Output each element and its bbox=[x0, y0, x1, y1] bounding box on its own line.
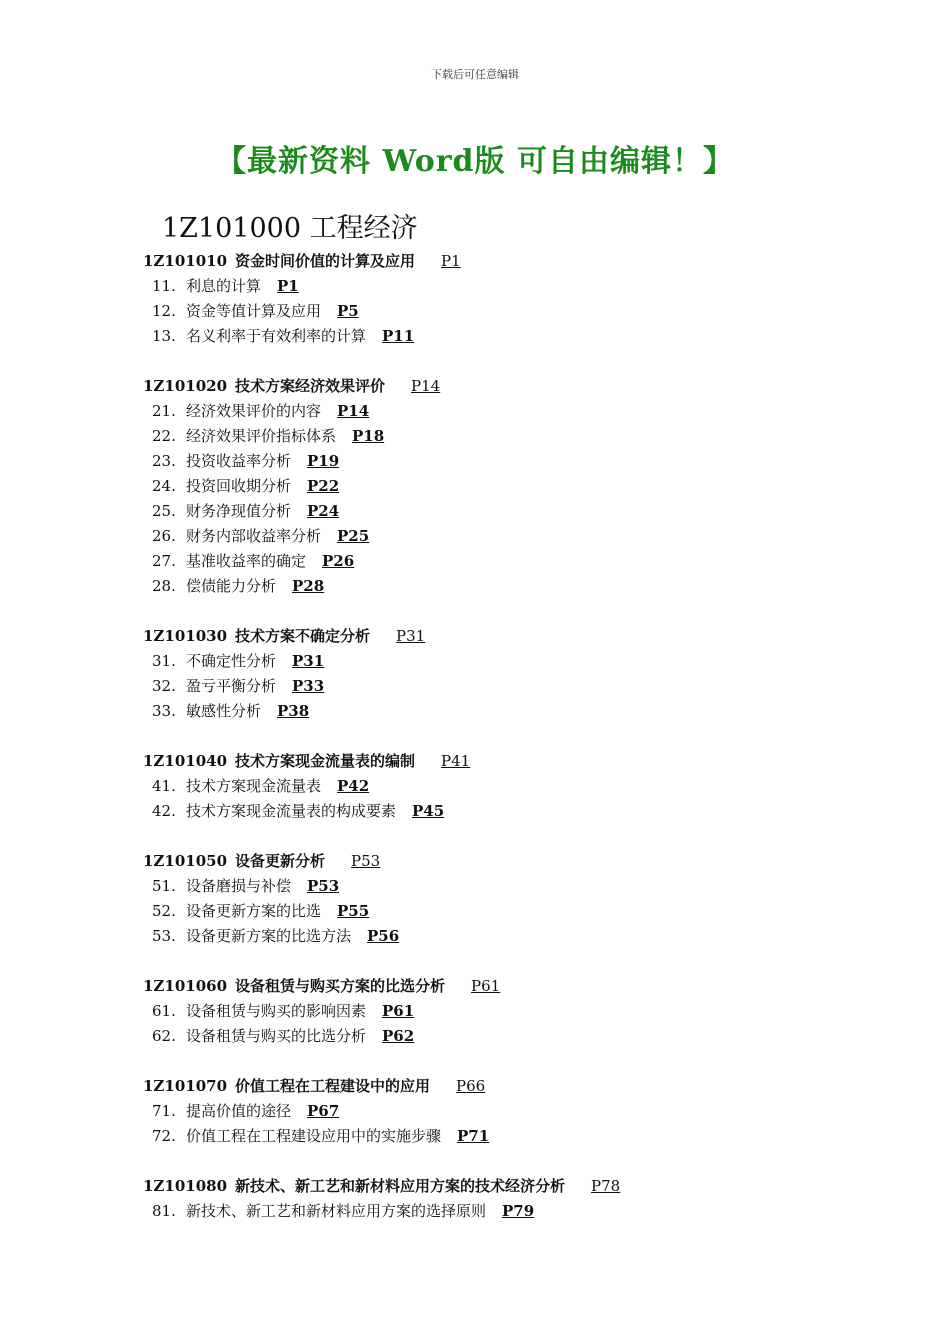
item-page-link[interactable]: P79 bbox=[502, 1202, 535, 1220]
section-page-link[interactable]: P66 bbox=[456, 1077, 486, 1095]
item-title: 价值工程在工程建设应用中的实施步骤 bbox=[186, 1127, 442, 1145]
item-page-link[interactable]: P61 bbox=[382, 1002, 415, 1020]
toc-section bbox=[143, 849, 863, 949]
toc-item bbox=[143, 674, 863, 699]
item-number: 81. bbox=[152, 1202, 176, 1220]
item-title: 基准收益率的确定 bbox=[186, 552, 307, 570]
item-page-link[interactable]: P18 bbox=[352, 427, 385, 445]
item-page-link[interactable]: P45 bbox=[412, 802, 445, 820]
item-page-link[interactable]: P14 bbox=[337, 402, 370, 420]
item-page-link[interactable]: P25 bbox=[337, 527, 370, 545]
section-title: 技术方案不确定分析 bbox=[235, 627, 371, 645]
toc-item bbox=[143, 1099, 863, 1124]
toc-item bbox=[143, 574, 863, 599]
item-title: 提高价值的途径 bbox=[186, 1102, 292, 1120]
item-number: 61. bbox=[152, 1002, 176, 1020]
item-title: 财务净现值分析 bbox=[186, 502, 292, 520]
section-page-link[interactable]: P1 bbox=[441, 252, 461, 270]
toc-item bbox=[143, 799, 863, 824]
toc-item bbox=[143, 874, 863, 899]
toc-section bbox=[143, 374, 863, 599]
item-number: 21. bbox=[152, 402, 176, 420]
section-title: 设备租赁与购买方案的比选分析 bbox=[235, 977, 446, 995]
item-title: 设备更新方案的比选方法 bbox=[186, 927, 352, 945]
item-number: 23. bbox=[152, 452, 176, 470]
item-page-link[interactable]: P1 bbox=[277, 277, 299, 295]
item-number: 26. bbox=[152, 527, 176, 545]
toc-item bbox=[143, 499, 863, 524]
section-page-link[interactable]: P61 bbox=[471, 977, 501, 995]
item-title: 名义利率于有效利率的计算 bbox=[186, 327, 367, 345]
item-title: 设备更新方案的比选 bbox=[186, 902, 322, 920]
item-title: 敏感性分析 bbox=[186, 702, 262, 720]
toc-section bbox=[143, 249, 863, 349]
toc-section bbox=[143, 1174, 863, 1224]
toc-item bbox=[143, 549, 863, 574]
item-number: 13. bbox=[152, 327, 176, 345]
item-page-link[interactable]: P22 bbox=[307, 477, 340, 495]
toc-item bbox=[143, 649, 863, 674]
item-title: 资金等值计算及应用 bbox=[186, 302, 322, 320]
item-title: 设备租赁与购买的比选分析 bbox=[186, 1027, 367, 1045]
section-title: 技术方案经济效果评价 bbox=[235, 377, 386, 395]
item-page-link[interactable]: P55 bbox=[337, 902, 370, 920]
section-page-link[interactable]: P31 bbox=[396, 627, 426, 645]
section-title: 资金时间价值的计算及应用 bbox=[235, 252, 416, 270]
item-page-link[interactable]: P11 bbox=[382, 327, 415, 345]
item-number: 41. bbox=[152, 777, 176, 795]
item-page-link[interactable]: P26 bbox=[322, 552, 355, 570]
section-title: 价值工程在工程建设中的应用 bbox=[235, 1077, 431, 1095]
section-heading bbox=[143, 1174, 863, 1199]
toc-section bbox=[143, 749, 863, 824]
toc-item bbox=[143, 899, 863, 924]
section-code: 1Z101010 bbox=[143, 252, 228, 270]
section-code: 1Z101060 bbox=[143, 977, 228, 995]
item-title: 投资回收期分析 bbox=[186, 477, 292, 495]
item-page-link[interactable]: P5 bbox=[337, 302, 359, 320]
toc-item bbox=[143, 324, 863, 349]
toc-item bbox=[143, 399, 863, 424]
item-page-link[interactable]: P38 bbox=[277, 702, 310, 720]
section-heading bbox=[143, 624, 863, 649]
item-page-link[interactable]: P19 bbox=[307, 452, 340, 470]
section-page-link[interactable]: P14 bbox=[411, 377, 441, 395]
item-number: 62. bbox=[152, 1027, 176, 1045]
item-number: 12. bbox=[152, 302, 176, 320]
item-page-link[interactable]: P67 bbox=[307, 1102, 340, 1120]
item-title: 财务内部收益率分析 bbox=[186, 527, 322, 545]
toc-item bbox=[143, 999, 863, 1024]
item-page-link[interactable]: P28 bbox=[292, 577, 325, 595]
toc-item bbox=[143, 424, 863, 449]
item-title: 技术方案现金流量表 bbox=[186, 777, 322, 795]
toc-item bbox=[143, 524, 863, 549]
item-page-link[interactable]: P31 bbox=[292, 652, 325, 670]
item-page-link[interactable]: P53 bbox=[307, 877, 340, 895]
section-heading bbox=[143, 249, 863, 274]
item-number: 28. bbox=[152, 577, 176, 595]
section-page-link[interactable]: P53 bbox=[351, 852, 381, 870]
section-heading bbox=[143, 849, 863, 874]
toc-item bbox=[143, 449, 863, 474]
item-title: 投资收益率分析 bbox=[186, 452, 292, 470]
section-code: 1Z101020 bbox=[143, 377, 228, 395]
section-title: 新技术、新工艺和新材料应用方案的技术经济分析 bbox=[235, 1177, 566, 1195]
item-page-link[interactable]: P33 bbox=[292, 677, 325, 695]
item-number: 31. bbox=[152, 652, 176, 670]
item-number: 25. bbox=[152, 502, 176, 520]
item-page-link[interactable]: P62 bbox=[382, 1027, 415, 1045]
header-note: 下载后可任意编辑 bbox=[431, 68, 519, 81]
item-page-link[interactable]: P42 bbox=[337, 777, 370, 795]
section-page-link[interactable]: P41 bbox=[441, 752, 471, 770]
section-heading bbox=[143, 1074, 863, 1099]
section-heading bbox=[143, 974, 863, 999]
section-code: 1Z101080 bbox=[143, 1177, 228, 1195]
toc-section bbox=[143, 1074, 863, 1149]
item-page-link[interactable]: P24 bbox=[307, 502, 340, 520]
item-title: 设备磨损与补偿 bbox=[186, 877, 292, 895]
item-title: 偿债能力分析 bbox=[186, 577, 277, 595]
section-heading bbox=[143, 374, 863, 399]
toc-item bbox=[143, 299, 863, 324]
toc-section bbox=[143, 624, 863, 724]
item-number: 42. bbox=[152, 802, 176, 820]
item-title: 新技术、新工艺和新材料应用方案的选择原则 bbox=[186, 1202, 487, 1220]
item-number: 27. bbox=[152, 552, 176, 570]
table-of-contents bbox=[143, 249, 863, 1249]
section-code: 1Z101050 bbox=[143, 852, 228, 870]
item-number: 11. bbox=[152, 277, 176, 295]
toc-item bbox=[143, 1199, 863, 1224]
section-code: 1Z101030 bbox=[143, 627, 228, 645]
item-page-link[interactable]: P56 bbox=[367, 927, 400, 945]
item-page-link[interactable]: P71 bbox=[457, 1127, 490, 1145]
item-number: 71. bbox=[152, 1102, 176, 1120]
item-number: 53. bbox=[152, 927, 176, 945]
toc-item bbox=[143, 1124, 863, 1149]
promo-banner: 【最新资料 Word版 可自由编辑！】 bbox=[216, 144, 734, 179]
toc-item bbox=[143, 274, 863, 299]
item-title: 经济效果评价的内容 bbox=[186, 402, 322, 420]
item-number: 52. bbox=[152, 902, 176, 920]
item-title: 设备租赁与购买的影响因素 bbox=[186, 1002, 367, 1020]
toc-item bbox=[143, 699, 863, 724]
item-title: 技术方案现金流量表的构成要素 bbox=[186, 802, 397, 820]
toc-item bbox=[143, 474, 863, 499]
toc-item bbox=[143, 1024, 863, 1049]
section-title: 技术方案现金流量表的编制 bbox=[235, 752, 416, 770]
toc-item bbox=[143, 774, 863, 799]
section-code: 1Z101070 bbox=[143, 1077, 228, 1095]
section-heading bbox=[143, 749, 863, 774]
item-title: 经济效果评价指标体系 bbox=[186, 427, 337, 445]
document-title: 1Z101000 工程经济 bbox=[162, 213, 418, 244]
item-number: 33. bbox=[152, 702, 176, 720]
toc-section bbox=[143, 974, 863, 1049]
item-number: 72. bbox=[152, 1127, 176, 1145]
item-number: 32. bbox=[152, 677, 176, 695]
item-title: 利息的计算 bbox=[186, 277, 262, 295]
item-number: 22. bbox=[152, 427, 176, 445]
item-number: 24. bbox=[152, 477, 176, 495]
section-page-link[interactable]: P78 bbox=[591, 1177, 621, 1195]
item-title: 不确定性分析 bbox=[186, 652, 277, 670]
toc-item bbox=[143, 924, 863, 949]
section-title: 设备更新分析 bbox=[235, 852, 326, 870]
item-title: 盈亏平衡分析 bbox=[186, 677, 277, 695]
item-number: 51. bbox=[152, 877, 176, 895]
section-code: 1Z101040 bbox=[143, 752, 228, 770]
